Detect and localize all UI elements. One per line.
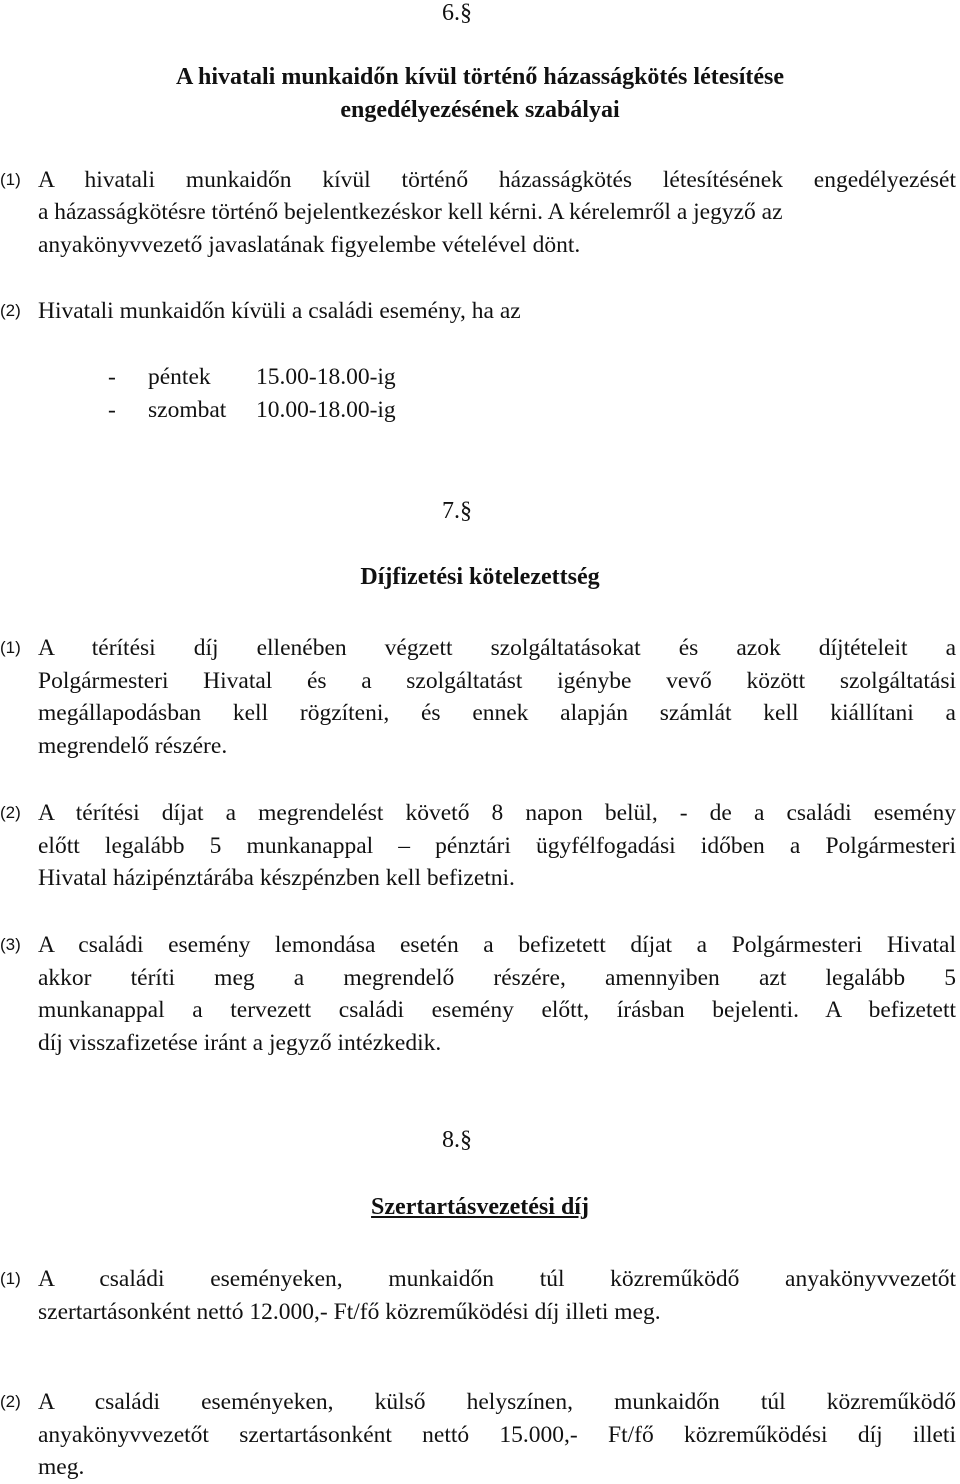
paragraph-number: (1): [0, 1269, 21, 1288]
paragraph-line: akkor téríti meg a megrendelő részére, amennyiben azt legalább 5: [38, 964, 956, 991]
section-8-title: Szertartásvezetési díj: [371, 1194, 589, 1220]
paragraph-line: anyakönyvvezetőt szertartásonként nettó 15.000,- Ft/fő közreműködési díj illeti: [38, 1421, 956, 1448]
paragraph-line: A családi esemény lemondása esetén a befizetett díjat a Polgármesteri Hivatal: [38, 932, 956, 958]
paragraph-number: (3): [0, 935, 21, 954]
paragraph-line: A térítési díjat a megrendelést követő 8 napon belül, - de a családi esemény: [38, 800, 956, 826]
list-item-friday: [108, 364, 396, 391]
paragraph-line: megállapodásban kell rögzíteni, és ennek alapján számlát kell kiállítani a: [38, 700, 956, 726]
paragraph-line: A hivatali munkaidőn kívül történő házasságkötés létesítésének engedélyezését: [38, 167, 956, 193]
paragraph-line: Polgármesteri Hivatal és a szolgáltatást igénybe vevő között szolgáltatási: [38, 667, 956, 694]
paragraph-line: A családi eseményeken, munkaidőn túl közreműködő anyakönyvvezetőt: [38, 1266, 956, 1292]
paragraph-line: munkanappal a tervezett családi esemény előtt, írásban bejelenti. A befizetett: [38, 997, 956, 1023]
paragraph-line: előtt legalább 5 munkanappal – pénztári ügyfélfogadási időben a Polgármesteri: [38, 832, 956, 859]
list-dash: -: [108, 397, 116, 423]
list-day: szombat: [148, 397, 227, 423]
section-6-number: 6.§: [442, 0, 472, 26]
paragraph-line: Hivatal házipénztárába készpénzben kell befizetni.: [38, 865, 515, 891]
paragraph-line: díj visszafizetése iránt a jegyző intézkedik.: [38, 1029, 442, 1056]
list-time: 10.00-18.00-ig: [256, 397, 396, 423]
list-item-saturday: [108, 397, 396, 424]
paragraph-line: megrendelő részére.: [38, 732, 228, 759]
paragraph-line: anyakönyvvezető javaslatának figyelembe vételével dönt.: [38, 231, 581, 258]
paragraph-number: (2): [0, 301, 21, 320]
paragraph-line: a házasságkötésre történő bejelentkezéskor kell kérni. A kérelemről a jegyző az: [38, 199, 783, 225]
list-day: péntek: [148, 364, 211, 390]
list-time: 15.00-18.00-ig: [256, 364, 396, 390]
section-6-title-line-1: A hivatali munkaidőn kívül történő házasságkötés létesítése: [175, 64, 785, 90]
section-7-title: Díjfizetési kötelezettség: [360, 564, 600, 590]
paragraph-number: (1): [0, 170, 21, 189]
paragraph-number: (2): [0, 803, 21, 822]
paragraph-line: A térítési díj ellenében végzett szolgáltatásokat és azok díjtételeit a: [38, 635, 956, 661]
section-7-number: 7.§: [442, 498, 472, 524]
paragraph-line: A családi eseményeken, külső helyszínen, munkaidőn túl közreműködő: [38, 1389, 956, 1415]
list-dash: -: [108, 364, 116, 390]
paragraph-line: Hivatali munkaidőn kívüli a családi esemény, ha az: [38, 298, 521, 324]
paragraph-line: meg.: [38, 1454, 85, 1480]
paragraph-number: (1): [0, 638, 21, 657]
paragraph-number: (2): [0, 1392, 21, 1411]
paragraph-line: szertartásonként nettó 12.000,- Ft/fő közreműködési díj illeti meg.: [38, 1298, 661, 1325]
section-8-number: 8.§: [442, 1127, 472, 1153]
section-6-title-line-2: engedélyezésének szabályai: [340, 97, 620, 123]
